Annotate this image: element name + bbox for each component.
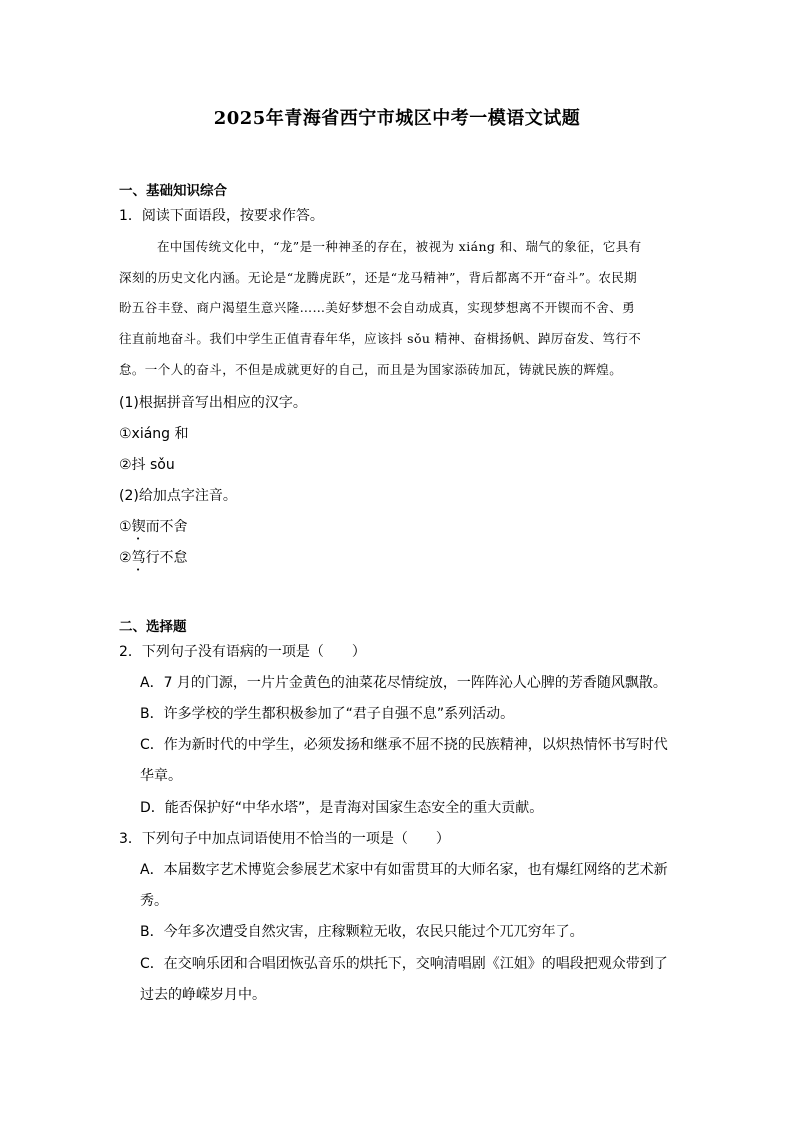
item-rest-text: 而不舍 (145, 519, 188, 535)
question-1-part-2-item-1 (119, 517, 188, 543)
question-2-option-c-continued: 华章。 (140, 768, 182, 784)
section-heading-multiple-choice: 二、选择题 (119, 619, 187, 635)
question-1-part-2-label: (2)给加点字注音。 (119, 488, 237, 504)
dotted-character: 笃 (131, 550, 146, 566)
page-title: 2025年青海省西宁市城区中考一模语文试题 (213, 108, 581, 129)
passage-line-3: 盼五谷丰登、商户渴望生意兴隆……美好梦想不会自动成真，实现梦想离不开锲而不舍、勇 (119, 300, 636, 315)
dotted-character: 锲 (131, 519, 146, 535)
question-3-option-c: C．在交响乐团和合唱团恢弘音乐的烘托下，交响清唱剧《江姐》的唱段把观众带到了 (140, 956, 668, 972)
passage-line-5: 怠。一个人的奋斗，不但是成就更好的自己，而且是为国家添砖加瓦，铸就民族的辉煌。 (119, 362, 623, 377)
passage-line-1: 在中国传统文化中，“龙”是一种神圣的存在，被视为 xiáng 和、瑞气的象征，它具有 (157, 239, 642, 254)
question-3-option-a: A．本届数字艺术博览会参展艺术家中有如雷贯耳的大师名家，也有爆红网络的艺术新 (140, 862, 668, 878)
item-marker: ② (119, 550, 132, 566)
question-2-option-d: D．能否保护好“中华水塔”，是青海对国家生态安全的重大贡献。 (140, 800, 544, 816)
question-3-option-b: B．今年多次遭受自然灾害，庄稼颗粒无收，农民只能过个兀兀穷年了。 (140, 924, 584, 940)
question-2-option-b: B．许多学校的学生都积极参加了“君子自强不息”系列活动。 (140, 706, 515, 722)
question-1-part-1-item-2: ②抖 sǒu (119, 457, 175, 473)
question-3-stem: 3．下列句子中加点词语使用不恰当的一项是（ ） (119, 831, 450, 847)
question-3-option-a-continued: 秀。 (140, 893, 168, 909)
question-1-part-2-item-2 (119, 548, 188, 574)
question-2-option-a: A．7 月的门源，一片片金黄色的油菜花尽情绽放，一阵阵沁人心脾的芳香随风飘散。 (140, 675, 667, 691)
item-rest-text: 行不怠 (145, 550, 188, 566)
question-1-stem: 1．阅读下面语段，按要求作答。 (119, 208, 324, 224)
question-1-part-1-item-1: ①xiáng 和 (119, 426, 189, 442)
question-2-stem: 2．下列句子没有语病的一项是（ ） (119, 644, 366, 660)
question-2-option-c: C．作为新时代的中学生，必须发扬和继承不屈不挠的民族精神，以炽热情怀书写时代 (140, 737, 668, 753)
passage-line-2: 深刻的历史文化内涵。无论是“龙腾虎跃”，还是“龙马精神”，背后都离不开“奋斗”。农民期 (119, 270, 638, 285)
section-heading-basic-knowledge: 一、基础知识综合 (119, 183, 227, 199)
passage-line-4: 往直前地奋斗。我们中学生正值青春年华，应该抖 sǒu 精神、奋楫扬帆、踔厉奋发、笃行不 (119, 331, 642, 346)
question-1-part-1-label: (1)根据拼音写出相应的汉字。 (119, 395, 307, 411)
question-3-option-c-continued: 过去的峥嵘岁月中。 (140, 987, 266, 1003)
item-marker: ① (119, 519, 132, 535)
